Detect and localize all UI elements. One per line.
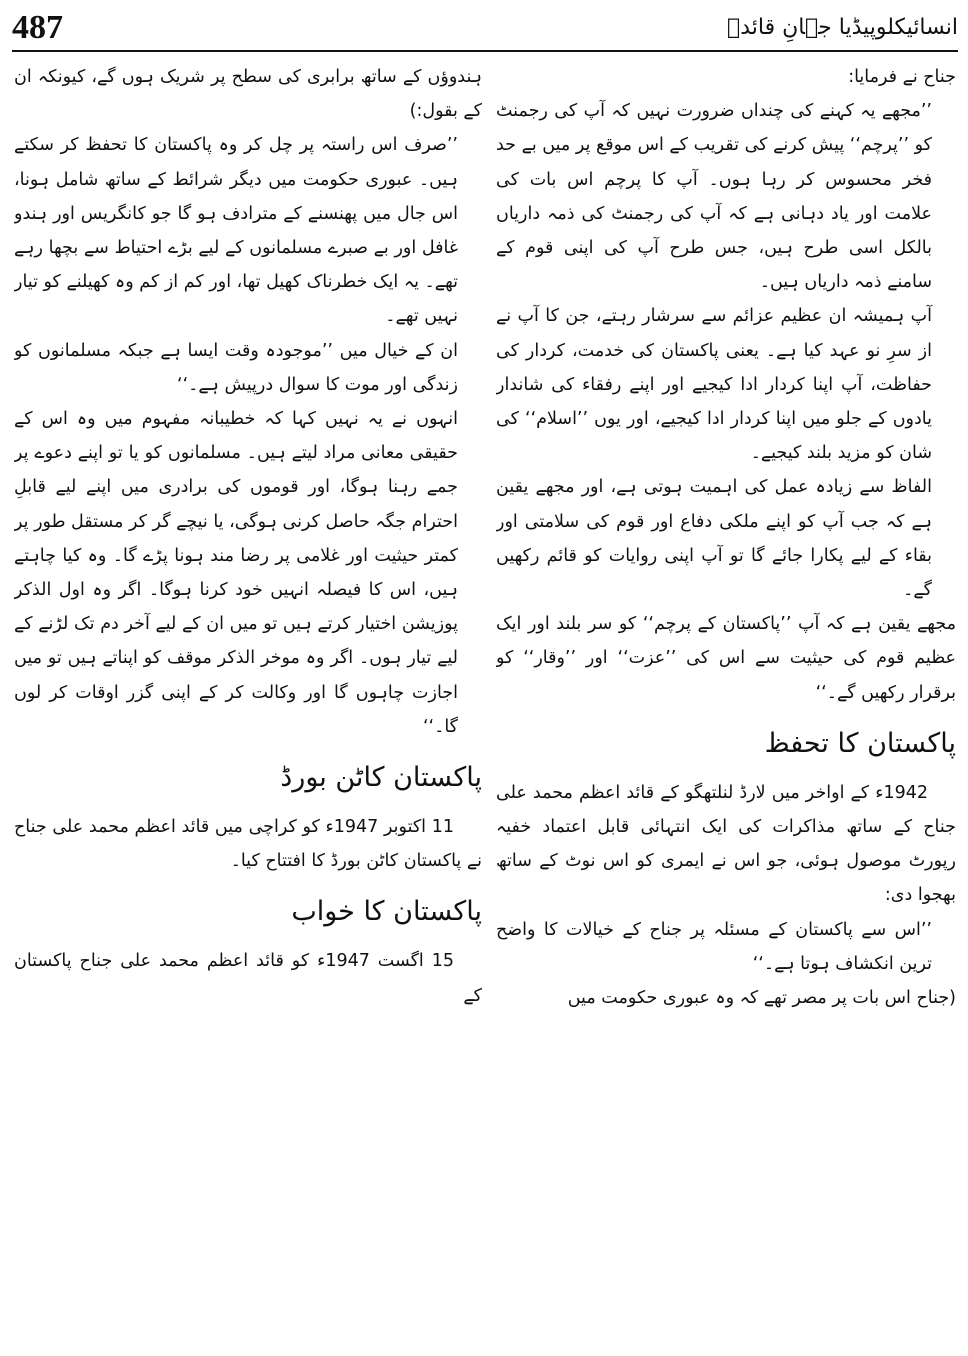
quote-paragraph: آپ ہمیشہ ان عظیم عزائم سے سرشار رہتے، جن کا آپ نے از سرِ نو عہد کیا ہے۔ یعنی پاکستان کی خدمت، کردار کی حفاظت، آپ اپنا کردار ادا کیجیے اور اپنے رفقاء کی شاندار یادوں کے جلو میں اپنا کردار ادا کیجیے، اور یوں ’’اسلام‘‘ کی شان کو مزید بلند کیجیے۔ — [496, 306, 932, 464]
page-number: 487 — [12, 9, 63, 46]
right-column — [496, 60, 956, 1350]
section-heading: پاکستان کا خواب — [291, 896, 482, 928]
quote-paragraph: ’’اس سے پاکستان کے مسئلہ پر جناح کے خیالات کا واضح ترین انکشاف ہوتا ہے۔‘‘ — [496, 919, 932, 974]
section-heading: پاکستان کا تحفظ — [764, 727, 956, 759]
quote-paragraph: الفاظ سے زیادہ عمل کی اہمیت ہوتی ہے، اور مجھے یقین ہے کہ جب آپ کو اپنے ملکی دفاع اور قوم کی سلامتی اور بقاء کے لیے پکارا جائے گا تو آپ اپنی روایات کو قائم رکھیں گے۔ — [496, 477, 932, 601]
body-paragraph: ہندوؤں کے ساتھ برابری کی سطح پر شریک ہوں گے، کیونکہ ان کے بقول:) — [14, 67, 482, 122]
running-title: انسائیکلوپیڈیا جہانِ قائدؒ — [727, 15, 958, 40]
body-paragraph: 15 اگست 1947ء کو قائد اعظم محمد علی جناح پاکستان کے — [14, 951, 482, 1006]
quote-paragraph: ’’صرف اس راستہ پر چل کر وہ پاکستان کا تحفظ کر سکتے ہیں۔ عبوری حکومت میں دیگر شرائط کے ساتھ شامل ہونا، اس جال میں پھنسنے کے مترادف ہو گا جو کانگریس اور ہندو غافل اور بے صبرے مسلمانوں کے لیے بڑے احتیاط سے بچھا رہے تھے۔ یہ ایک خطرناک کھیل تھا، اور کم از کم وہ کھیلنے کو تیار نہیں تھے۔ — [14, 135, 458, 327]
body-paragraph: 1942ء کے اواخر میں لارڈ لنلتھگو کے قائد اعظم محمد علی جناح کے ساتھ مذاکرات کی ایک انتہائی قابل اعتماد خفیہ رپورٹ موصول ہوئی، جو اس نے ایمری کو اس نوٹ کے ساتھ بھجوا دی: — [496, 782, 956, 906]
quote-paragraph: انہوں نے یہ نہیں کہا کہ خطیبانہ مفہوم میں وہ اس کے حقیقی معانی مراد لیتے ہیں۔ مسلمانوں کو یا تو اپنے دعوے پر جمے رہنا ہوگا، اور قوموں کی برادری میں اپنے لیے قابلِ احترام جگہ حاصل کرنی ہوگی، یا نیچے گر کر مستقل طور پر کمتر حیثیت اور غلامی پر رضا مند ہونا پڑے گا۔ وہ کیا چاہتے ہیں، اس کا فیصلہ انہیں خود کرنا ہوگا۔ اگر وہ اول الذکر پوزیشن اختیار کرتے ہیں تو میں ان کے لیے آخر دم تک لڑنے کے لیے تیار ہوں۔ اگر وہ موخر الذکر موقف کو اپناتے ہیں تو میں اجازت چاہوں گا اور وکالت کر کے اپنی گزر اوقات کر لوں گا۔‘‘ — [14, 409, 458, 737]
quote-paragraph: ’’مجھے یہ کہنے کی چنداں ضرورت نہیں کہ آپ کی رجمنٹ کو ’’پرچم‘‘ پیش کرنے کی تقریب کے اس موقع پر میں بے حد فخر محسوس کر رہا ہوں۔ آپ کا پرچم اس بات کی علامت اور یاد دہانی ہے کہ آپ کی رجمنٹ کی ذمہ داریاں بالکل اسی طرح ہیں، جس طرح آپ کی اپنی قوم کے سامنے ذمہ داریاں ہیں۔ — [496, 101, 932, 293]
intro-line: جناح نے فرمایا: — [848, 67, 956, 87]
body-paragraph: (جناح اس بات پر مصر تھے کہ وہ عبوری حکومت میں — [567, 988, 956, 1009]
section-heading: پاکستان کاٹن بورڈ — [280, 762, 482, 794]
quote-paragraph: مجھے یقین ہے کہ آپ ’’پاکستان کے پرچم‘‘ کو سر بلند اور ایک عظیم قوم کی حیثیت سے اس کی ’’عزت‘‘ اور ’’وقار‘‘ کو برقرار رکھیں گے۔‘‘ — [496, 614, 956, 703]
body-paragraph: 11 اکتوبر 1947ء کو کراچی میں قائد اعظم محمد علی جناح نے پاکستان کاٹن بورڈ کا افتتاح کیا۔ — [14, 817, 482, 872]
left-column — [14, 60, 482, 1350]
quote-paragraph: ان کے خیال میں ’’موجودہ وقت ایسا ہے جبکہ مسلمانوں کو زندگی اور موت کا سوال درپیش ہے۔‘‘ — [14, 340, 458, 395]
page-header — [12, 6, 958, 52]
